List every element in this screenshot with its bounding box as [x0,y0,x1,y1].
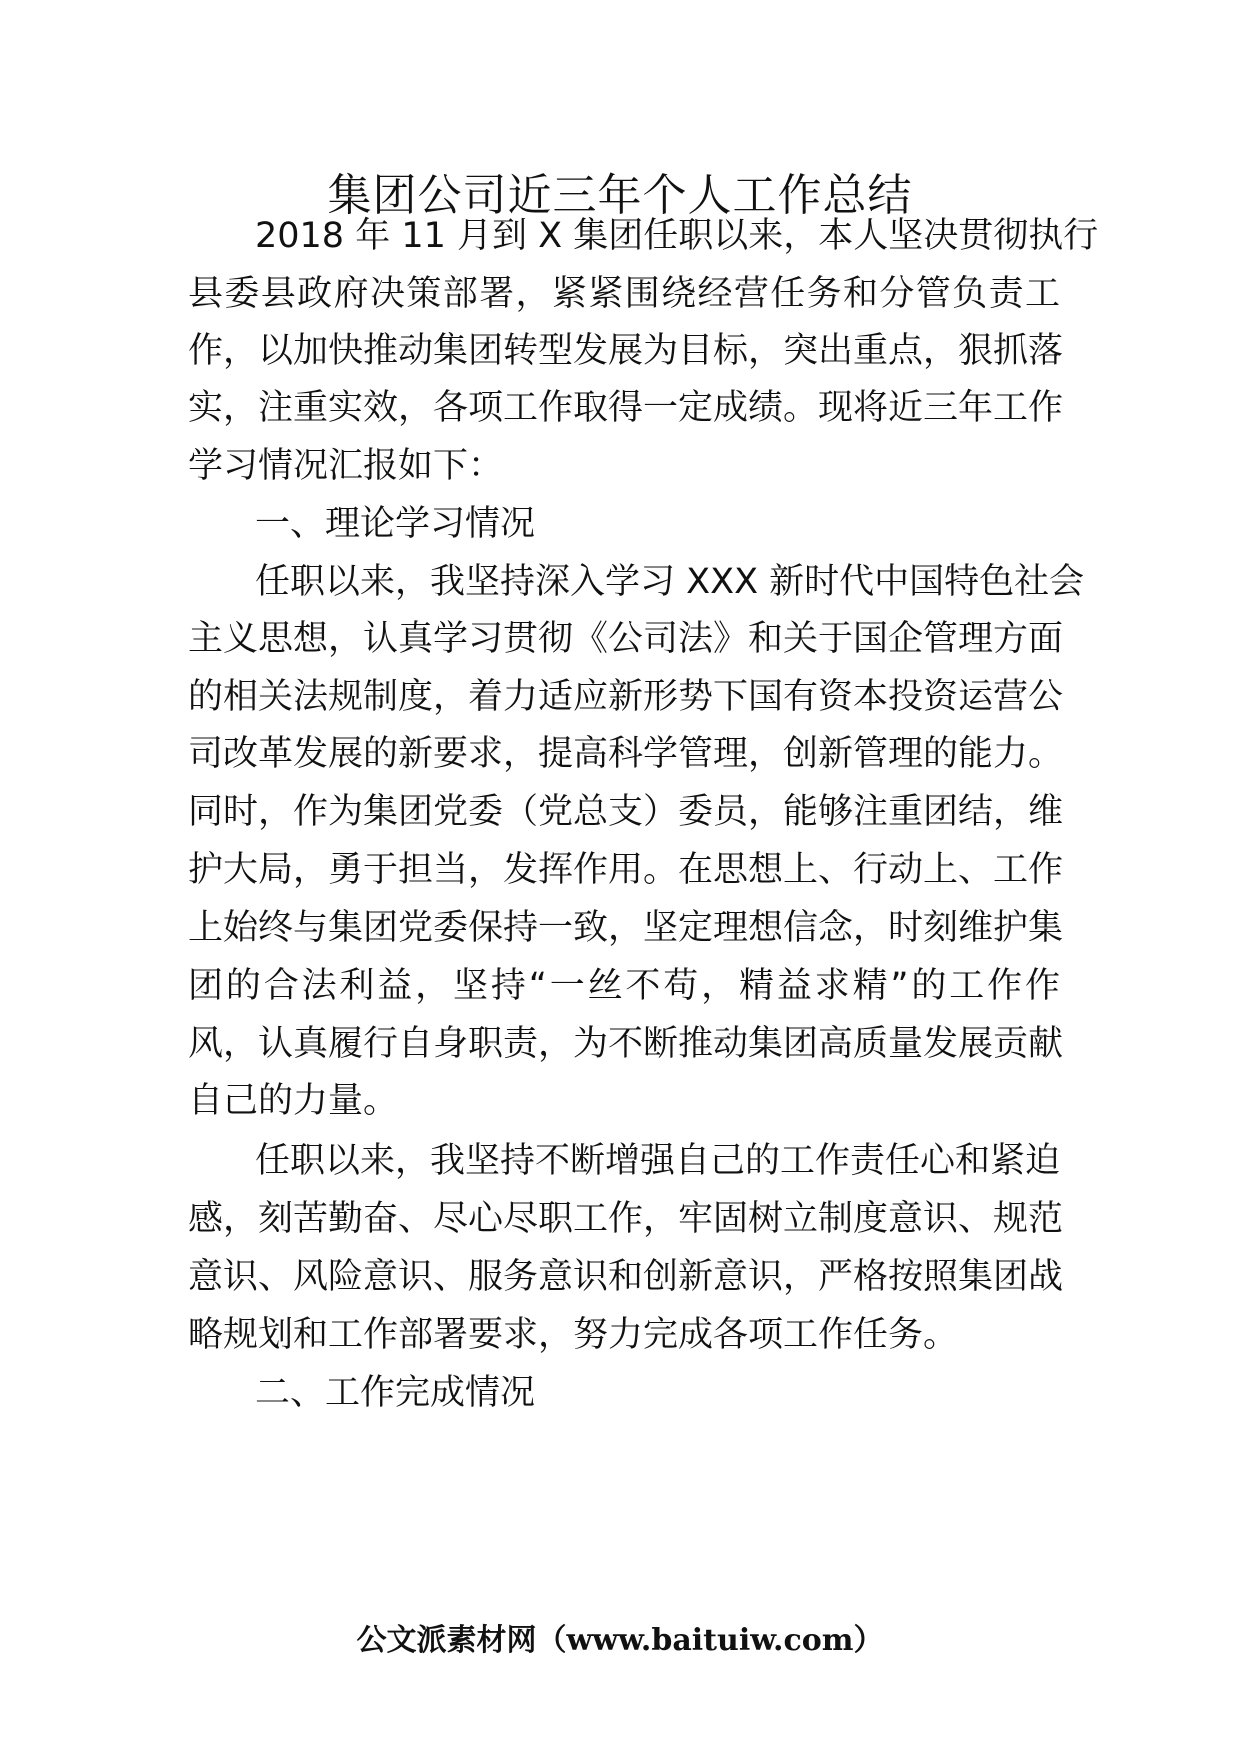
paragraph-line: 实，注重实效，各项工作取得一定成绩。现将近三年工作 [188,388,1064,428]
paragraph-line: 风，认真履行自身职责，为不断推动集团高质量发展贡献 [188,1024,1064,1064]
paragraph-line: 意识、风险意识、服务意识和创新意识，严格按照集团战 [188,1257,1064,1297]
document-title: 集团公司近三年个人工作总结 [327,170,913,221]
paragraph-line: 司改革发展的新要求，提高科学管理，创新管理的能力。 [188,734,1064,774]
paragraph-line: 感，刻苦勤奋、尽心尽职工作，牢固树立制度意识、规范 [188,1199,1064,1239]
paragraph-line: 学习情况汇报如下： [188,446,504,486]
paragraph-line: 团的合法利益，坚持“一丝不苟，精益求精”的工作作 [188,966,1060,1006]
section-heading: 二、工作完成情况 [255,1373,536,1413]
section-heading: 一、理论学习情况 [255,504,536,544]
paragraph-line: 任职以来，我坚持不断增强自己的工作责任心和紧迫 [255,1141,1061,1181]
footer-watermark: 公文派素材网（www.baituiw.com） [356,1623,884,1658]
paragraph-line: 2018 年 11 月到 X 集团任职以来，本人坚决贯彻执行 [255,216,1099,256]
paragraph-line: 护大局，勇于担当，发挥作用。在思想上、行动上、工作 [188,850,1064,890]
paragraph-line: 县委县政府决策部署，紧紧围绕经营任务和分管负责工 [188,274,1060,314]
paragraph-line: 主义思想，认真学习贯彻《公司法》和关于国企管理方面 [188,619,1064,659]
paragraph-line: 作，以加快推动集团转型发展为目标，突出重点，狠抓落 [188,331,1064,371]
paragraph-line: 的相关法规制度，着力适应新形势下国有资本投资运营公 [188,677,1064,717]
paragraph-line: 任职以来，我坚持深入学习 XXX 新时代中国特色社会 [255,562,1085,602]
paragraph-line: 自己的力量。 [188,1081,399,1121]
paragraph-line: 上始终与集团党委保持一致，坚定理想信念，时刻维护集 [188,908,1064,948]
paragraph-line: 略规划和工作部署要求，努力完成各项工作任务。 [188,1315,959,1355]
paragraph-line: 同时，作为集团党委（党总支）委员，能够注重团结，维 [188,792,1064,832]
